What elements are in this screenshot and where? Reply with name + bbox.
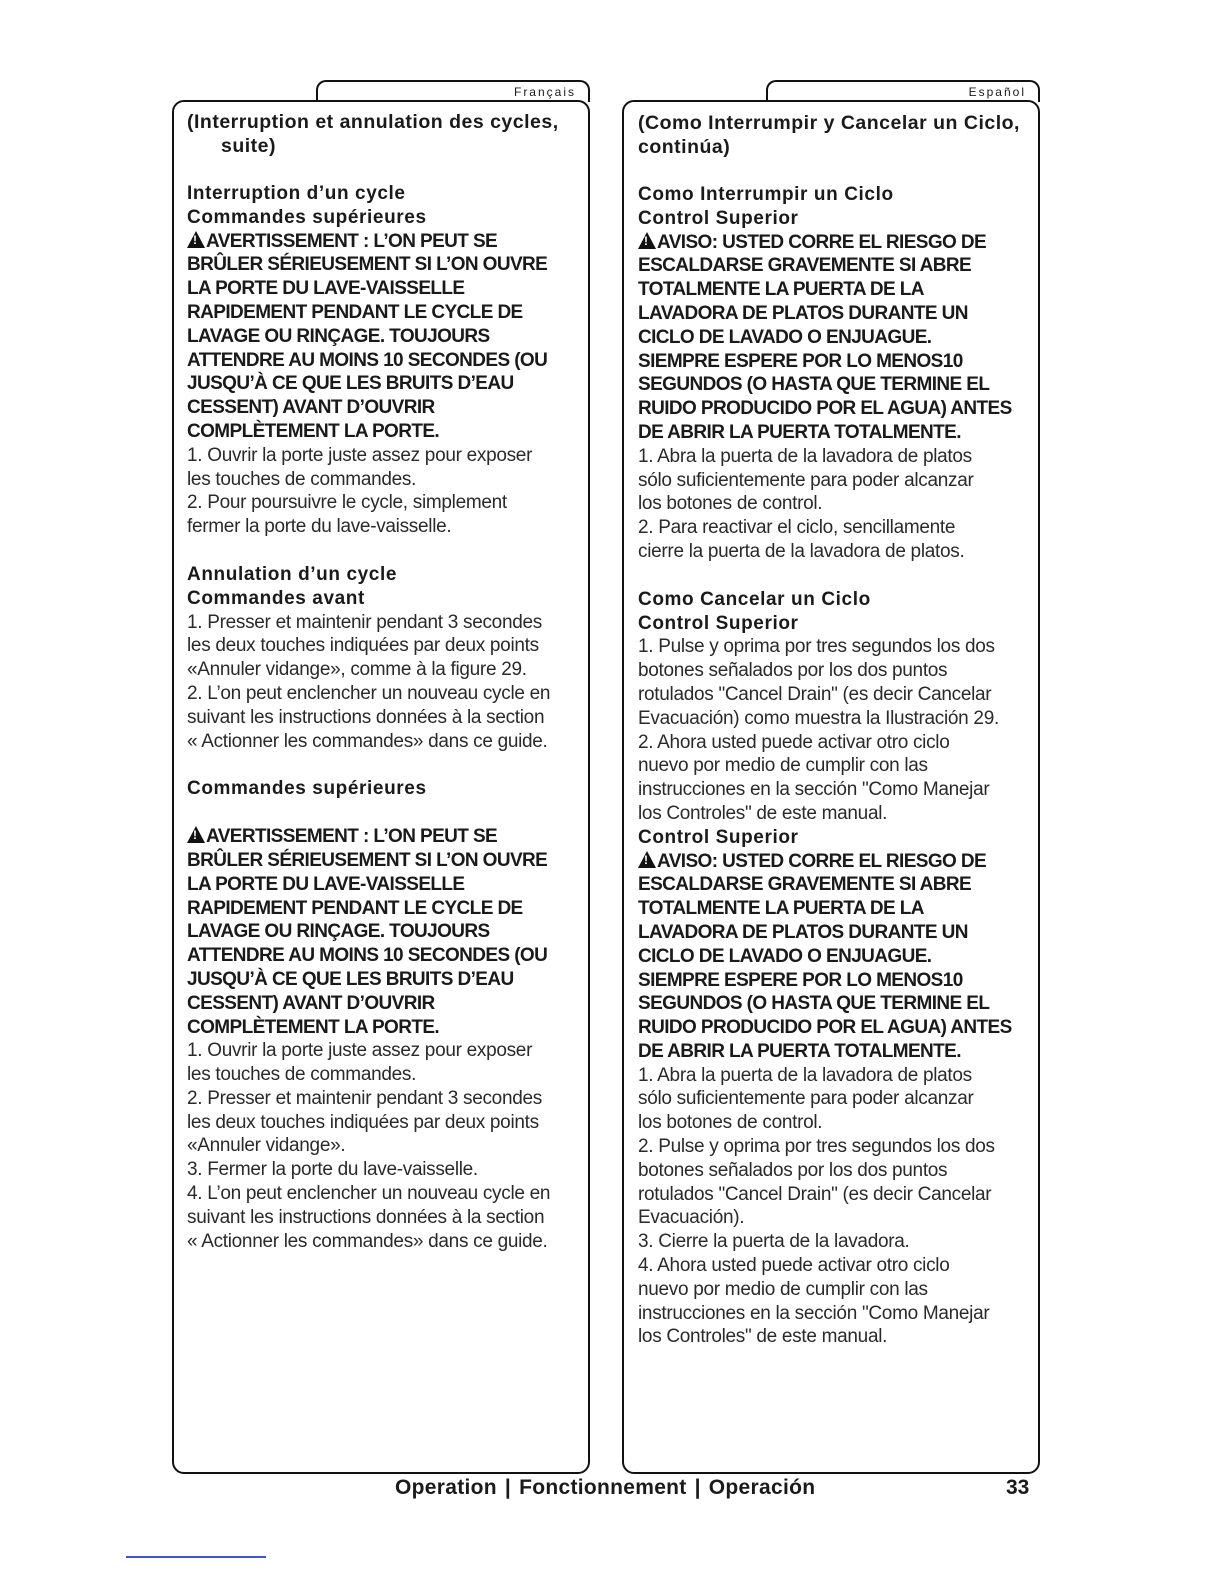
spanish-top-control-heading: Control Superior <box>638 207 799 229</box>
footer-english: Operation <box>395 1476 497 1499</box>
spanish-steps-2: 1. Pulse y oprima por tres segundos los dos botones señalados por los dos puntos rotulados "Cancel Drain" (es decir Cancelar Evacuación) como muestra la Ilustración 29. 2. Ahora usted puede activar otro ciclo nuevo por medio de cumplir con las instrucciones en la sección "Como Manejar los Controles" de este manual. <box>638 636 999 824</box>
french-front-controls-heading: Commandes avant <box>187 587 365 609</box>
spanish-section-title-line1: (Como Interrumpir y Cancelar un Ciclo, <box>638 112 1020 134</box>
spanish-top-control-heading-3: Control Superior <box>638 826 799 848</box>
page-footer <box>395 1476 815 1500</box>
spanish-content <box>638 111 1033 1349</box>
french-section-title-line2: suite) <box>221 135 277 157</box>
french-steps-1: 1. Ouvrir la porte juste assez pour exposer les touches de commandes. 2. Pour poursuivre le cycle, simplement fermer la porte du lave-vaisselle. <box>187 444 533 538</box>
french-top-controls-heading-2: Commandes supérieures <box>187 778 427 800</box>
footer-french: Fonctionnement <box>519 1476 687 1499</box>
french-content <box>187 110 582 1253</box>
spanish-warning-2: !AVISO: USTED CORRE EL RIESGO DE ESCALDARSE GRAVEMENTE SI ABRE TOTALMENTE LA PUERTA DE LA LAVADORA DE PLATOS DURANTE UN CICLO DE LAVADO O ENJUAGUE. SIEMPRE ESPERE POR LO MENOS10 SEGUNDOS (O HASTA QUE TERMINE EL RUIDO PRODUCIDO POR EL AGUA) ANTES DE ABRIR LA PUERTA TOTALMENTE. <box>638 850 1033 1064</box>
spanish-interrupt-heading: Como Interrumpir un Ciclo <box>638 184 894 205</box>
french-cancel-heading: Annulation d’un cycle <box>187 563 398 585</box>
footer-separator: | <box>504 1476 512 1499</box>
warning-triangle-icon <box>638 232 656 249</box>
page-number: 33 <box>1006 1476 1030 1499</box>
language-tab-spanish <box>766 80 1040 102</box>
warning-triangle-icon <box>638 851 656 868</box>
warning-triangle-icon <box>187 826 205 843</box>
french-section-title-line1: (Interruption et annulation des cycles, <box>187 111 559 133</box>
spanish-steps-3: 1. Abra la puerta de la lavadora de platos sólo suficientemente para poder alcanzar los botones de control. 2. Pulse y oprima por tres segundos los dos botones señalados por los dos puntos rotulados "Cancel Drain" (es decir Cancelar Evacuación). 3. Cierre la puerta de la lavadora. 4. Ahora usted puede activar otro ciclo nuevo por medio de cumplir con las instrucciones en la sección "Como Manejar los Controles" de este manual. <box>638 1064 995 1348</box>
bottom-rule <box>126 1556 266 1558</box>
spanish-warning-1: !AVISO: USTED CORRE EL RIESGO DE ESCALDARSE GRAVEMENTE SI ABRE TOTALMENTE LA PUERTA DE LA LAVADORA DE PLATOS DURANTE UN CICLO DE LAVADO O ENJUAGUE. SIEMPRE ESPERE POR LO MENOS10 SEGUNDOS (O HASTA QUE TERMINE EL RUIDO PRODUCIDO POR EL AGUA) ANTES DE ABRIR LA PUERTA TOTALMENTE. <box>638 231 1033 445</box>
language-label-spanish: Español <box>968 85 1026 99</box>
french-steps-3: 1. Ouvrir la porte juste assez pour exposer les touches de commandes. 2. Presser et maintenir pendant 3 secondes les deux touches indiquées par deux points «Annuler vidange». 3. Fermer la porte du lave-vaisselle. 4. L’on peut enclencher un nouveau cycle en suivant les instructions données à la section « Actionner les commandes» dans ce guide. <box>187 1040 551 1252</box>
language-tab-french <box>316 80 590 102</box>
french-top-controls-heading: Commandes supérieures <box>187 206 427 228</box>
spanish-section-title-line2: continúa) <box>638 136 731 158</box>
spanish-cancel-heading: Como Cancelar un Ciclo <box>638 588 871 610</box>
french-steps-2: 1. Presser et maintenir pendant 3 secondes les deux touches indiquées par deux points «Annuler vidange», comme à la figure 29. 2. L’on peut enclencher un nouveau cycle en suivant les instructions données à la section « Actionner les commandes» dans ce guide. <box>187 611 551 752</box>
french-warning-1: !AVERTISSEMENT : L’ON PEUT SE BRÛLER SÉRIEUSEMENT SI L’ON OUVRE LA PORTE DU LAVE-VAISSELLE RAPIDEMENT PENDANT LE CYCLE DE LAVAGE OU RINÇAGE. TOUJOURS ATTENDRE AU MOINS 10 SECONDES (OU JUSQU’À CE QUE LES BRUITS D’EAU CESSENT) AVANT D’OUVRIR COMPLÈTEMENT LA PORTE. <box>187 230 582 444</box>
footer-spanish: Operación <box>708 1476 816 1499</box>
footer-separator: | <box>694 1476 701 1499</box>
language-label-french: Français <box>513 85 576 99</box>
warning-triangle-icon <box>187 231 205 248</box>
spanish-top-control-heading-2: Control Superior <box>638 612 799 634</box>
spanish-steps-1: 1. Abra la puerta de la lavadora de platos sólo suficientemente para poder alcanzar los botones de control. 2. Para reactivar el ciclo, sencillamente cierre la puerta de la lavadora de platos. <box>638 445 974 562</box>
french-warning-2: !AVERTISSEMENT : L’ON PEUT SE BRÛLER SÉRIEUSEMENT SI L’ON OUVRE LA PORTE DU LAVE-VAISSELLE RAPIDEMENT PENDANT LE CYCLE DE LAVAGE OU RINÇAGE. TOUJOURS ATTENDRE AU MOINS 10 SECONDES (OU JUSQU’À CE QUE LES BRUITS D’EAU CESSENT) AVANT D’OUVRIR COMPLÈTEMENT LA PORTE. <box>187 825 582 1039</box>
french-interrupt-heading: Interruption d’un cycle <box>187 183 406 204</box>
